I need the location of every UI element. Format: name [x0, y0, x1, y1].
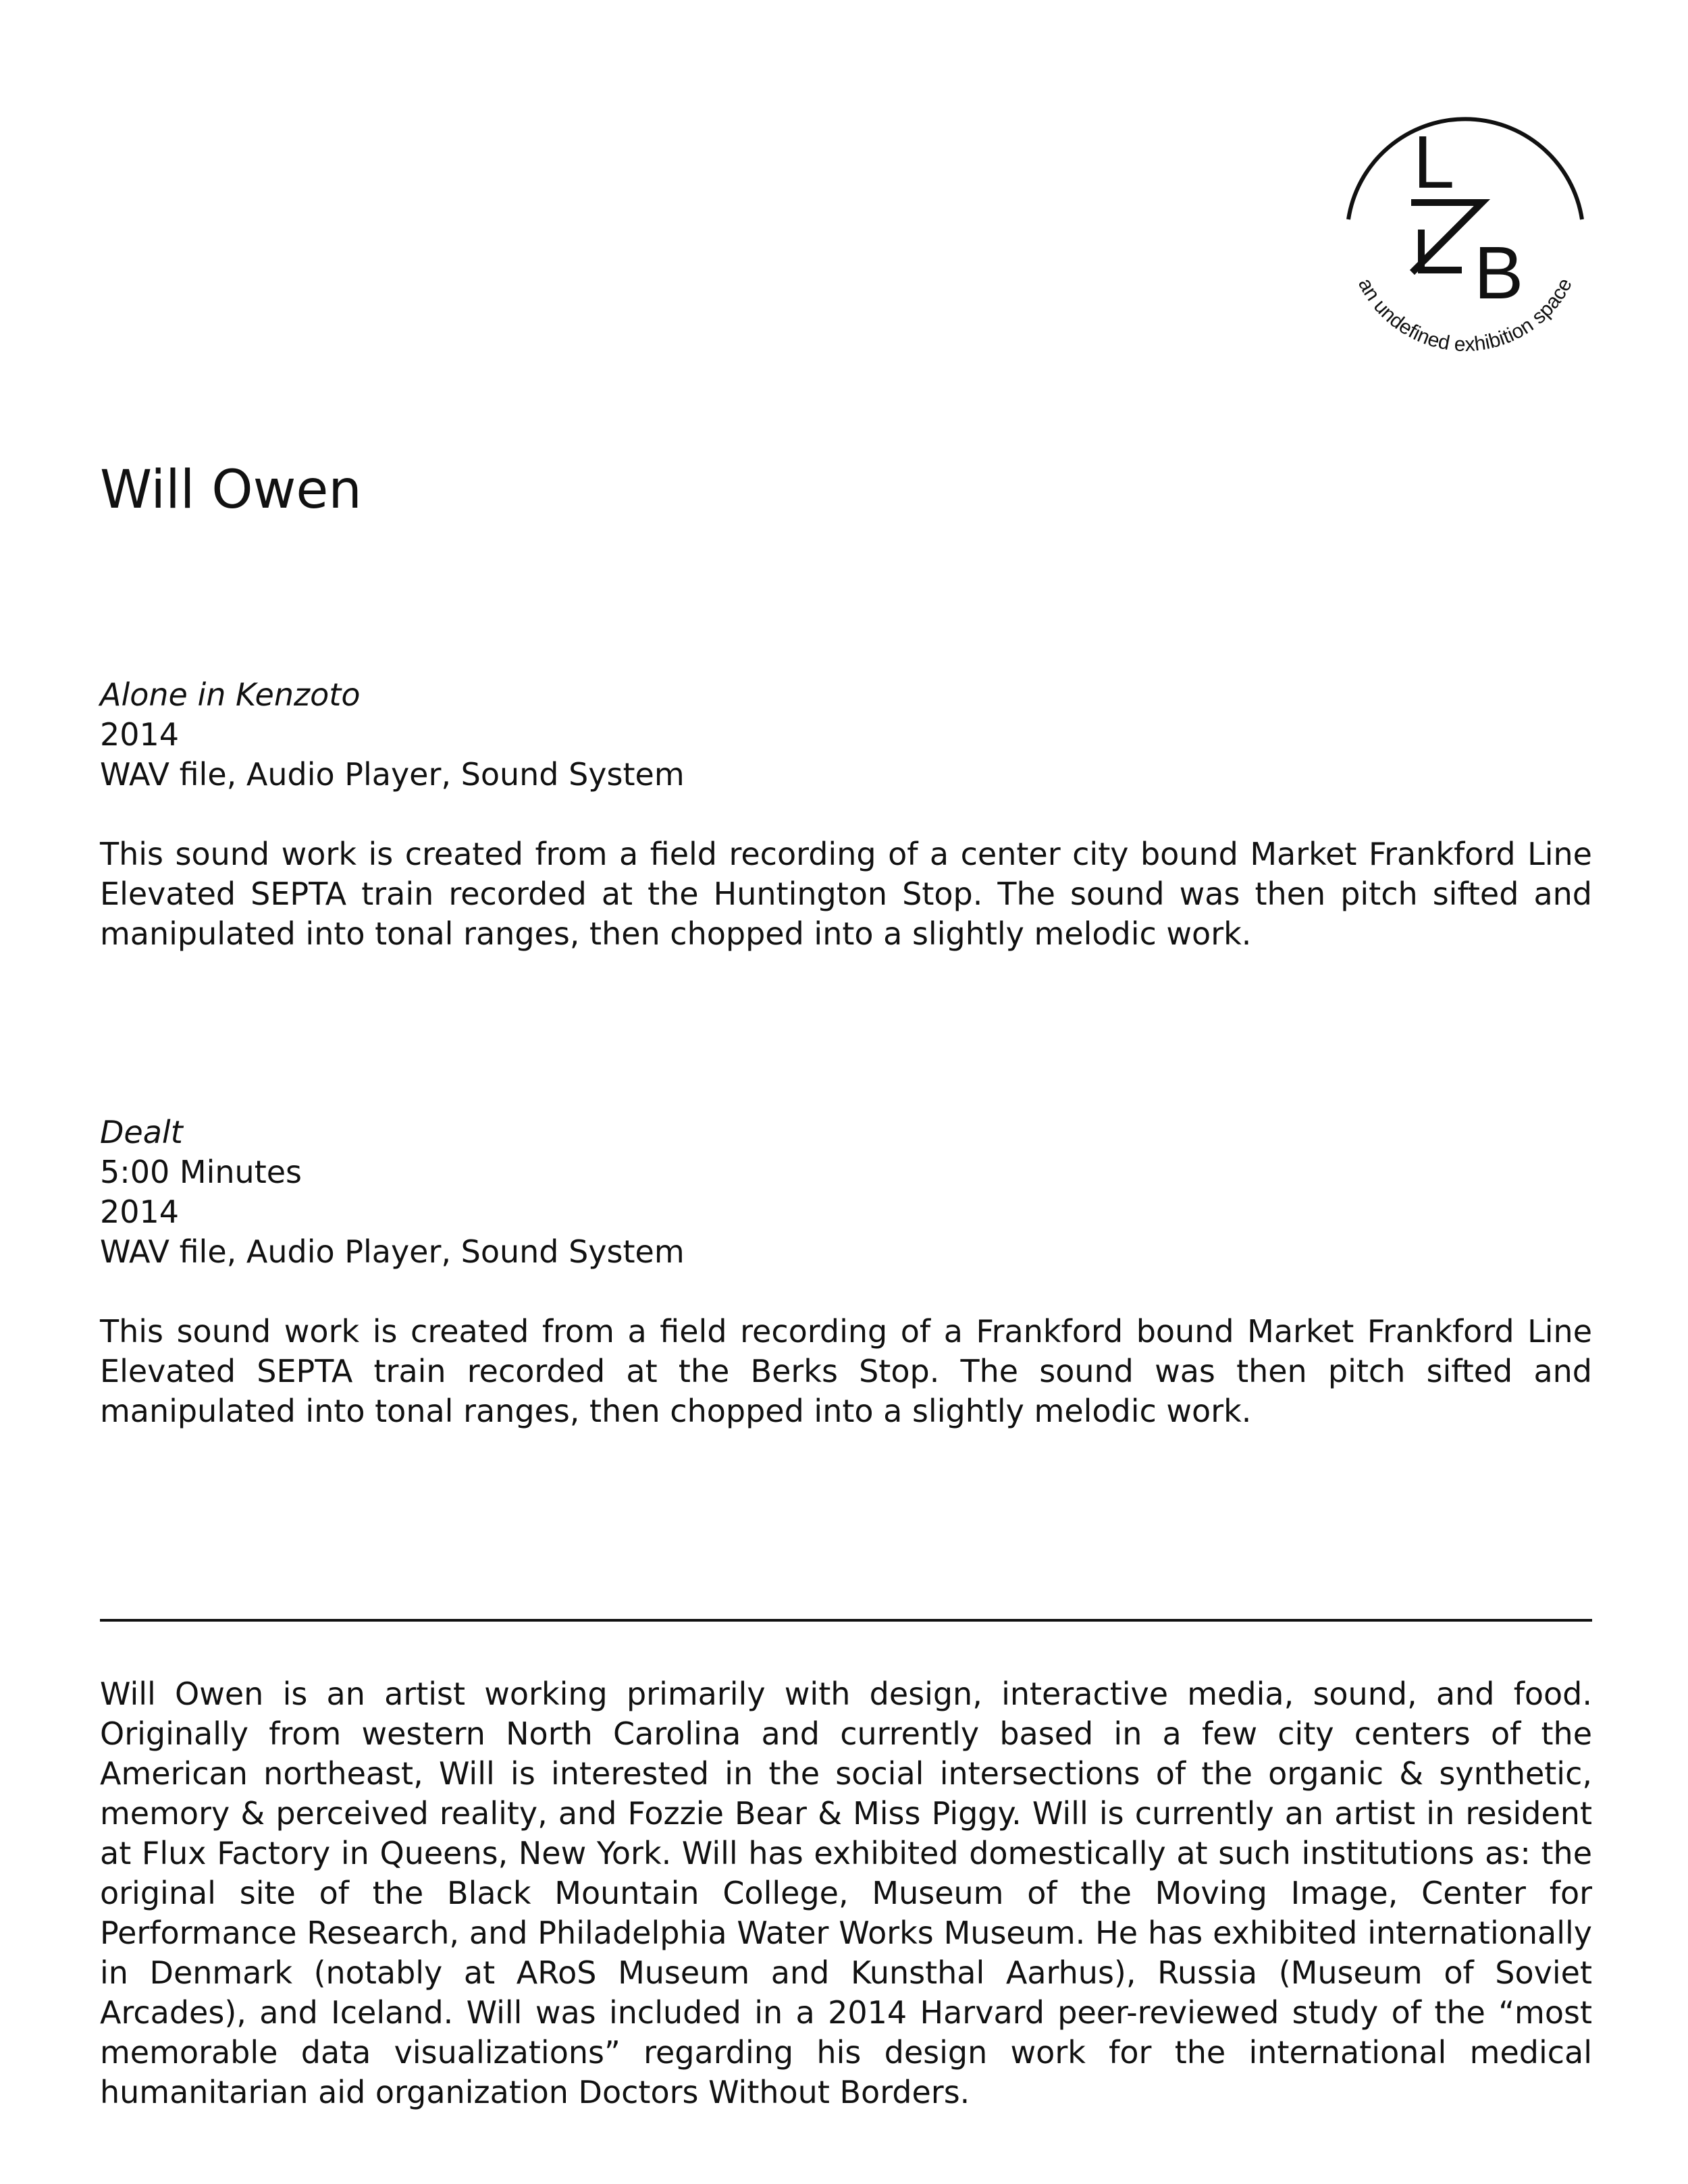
diagonal-arrow-icon [1415, 203, 1482, 270]
logo-tagline [1354, 275, 1577, 356]
logo-letter-l: L [1413, 121, 1455, 204]
lb-logo [1340, 108, 1590, 358]
work-entry [100, 675, 1592, 985]
section-divider [100, 1619, 1592, 1622]
artist-name: Will Owen [100, 460, 362, 521]
work-title: Alone in Kenzoto [100, 676, 361, 713]
work-year: 2014 [100, 1194, 180, 1230]
work-medium: WAV file, Audio Player, Sound System [100, 1233, 685, 1270]
artist-bio: Will Owen is an artist working primarily with design, interactive media, sound, and food. Originally from western North Carolina and currently based in a few city centers of the American northeast, Will is interested in the social intersections of the organic & synthetic, memory & perceived reality, and Fozzie Bear & Miss Piggy. Will is currently an artist in resident at Flux Factory in Queens, New York. Will has exhibited domestically at such institutions as: the original site of the Black Mountain College, Museum of the Moving Image, Center for Performance Research, and Philadelphia Water Works Museum. He has exhibited internationally in Denmark (notably at ARoS Museum and Kunsthal Aarhus), Russia (Museum of Soviet Arcades), and Iceland. Will was included in a 2014 Harvard peer-reviewed study of the “most memorable data visualizations” regarding his design work for the international medical humanitarian aid organization Doctors Without Borders. [100, 1676, 1592, 2110]
work-year: 2014 [100, 716, 180, 753]
logo-tagline-text: an undefined exhibition space [1353, 274, 1577, 356]
work-description: This sound work is created from a field recording of a center city bound Market Frankford Line Elevated SEPTA train recorded at the Huntington Stop. The sound was then pitch sifted and manipulated into tonal ranges, then chopped into a slightly melodic work. [100, 836, 1592, 952]
work-medium: WAV file, Audio Player, Sound System [100, 756, 685, 793]
work-entry [100, 1113, 1592, 1462]
work-title: Dealt [100, 1114, 183, 1150]
logo-letter-b: B [1474, 232, 1524, 315]
lb-logo-mark [1340, 108, 1590, 358]
work-duration: 5:00 Minutes [100, 1154, 302, 1190]
work-description: This sound work is created from a field recording of a Frankford bound Market Frankford Line Elevated SEPTA train recorded at the Berks Stop. The sound was then pitch sifted and manipulated into tonal ranges, then chopped into a slightly melodic work. [100, 1313, 1592, 1429]
